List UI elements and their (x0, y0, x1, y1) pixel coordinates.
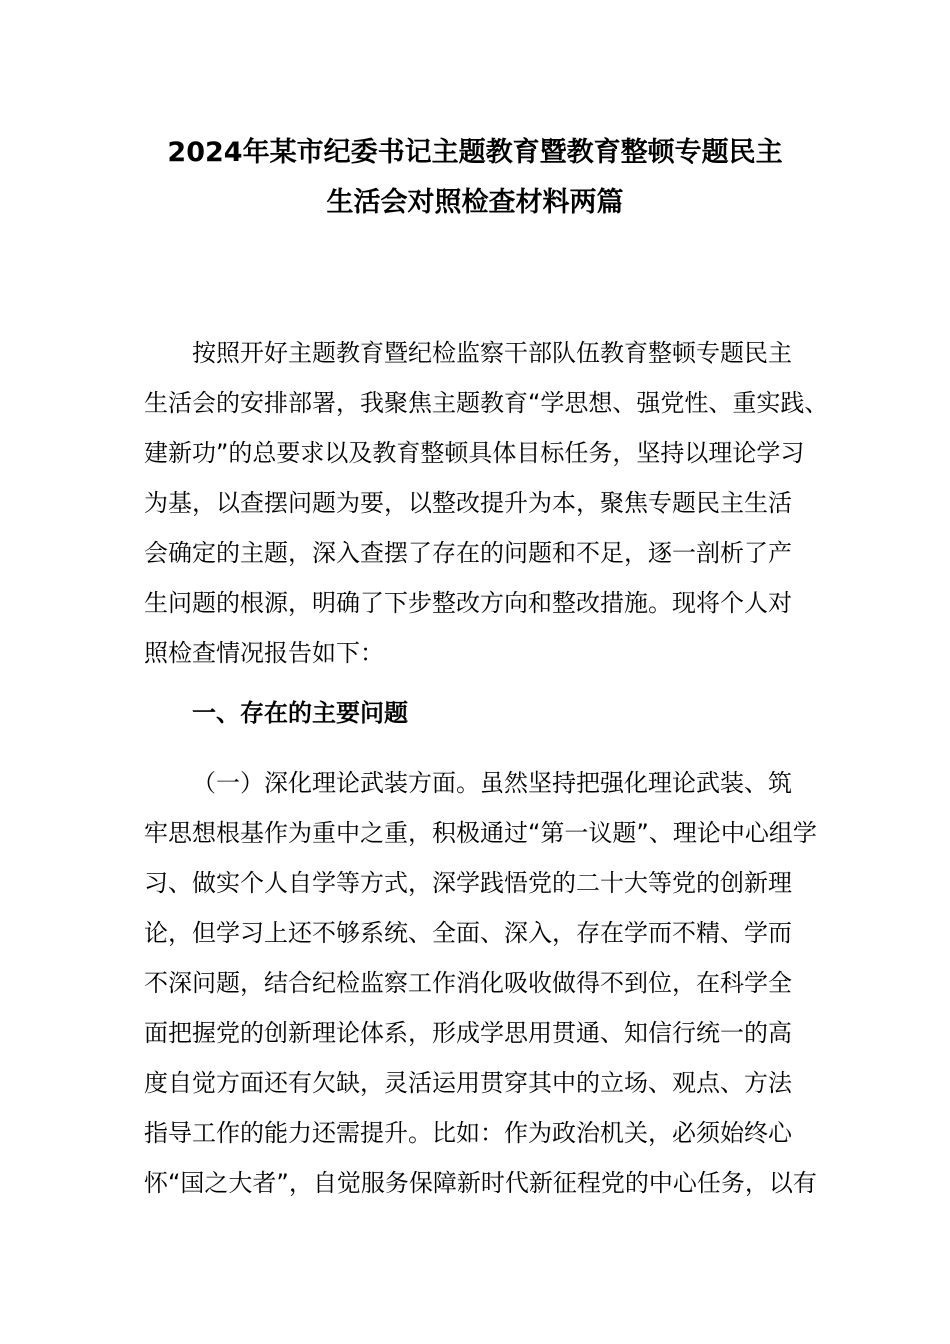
section-1-line: （一）深化理论武装方面。虽然坚持把强化理论武装、筑 (192, 769, 792, 797)
intro-line: 照检查情况报告如下： (144, 639, 384, 667)
section-1-line: 牢思想根基作为重中之重，积极通过“第一议题”、理论中心组学 (144, 819, 817, 847)
document-title (120, 128, 830, 228)
document-body (144, 328, 829, 1208)
title-line-1: 2024年某市纪委书记主题教育暨教育整顿专题民主 (167, 137, 783, 168)
section-1-line: 指导工作的能力还需提升。比如：作为政治机关，必须始终心 (144, 1119, 792, 1147)
intro-line: 生活会的安排部署，我聚焦主题教育“学思想、强党性、重实践、 (144, 389, 829, 417)
intro-line: 按照开好主题教育暨纪检监察干部队伍教育整顿专题民主 (192, 339, 792, 367)
section-1-line: 怀“国之大者”，自觉服务保障新时代新征程党的中心任务，以有 (144, 1169, 817, 1197)
section-heading: 一、存在的主要问题 (192, 699, 408, 727)
intro-line: 生问题的根源，明确了下步整改方向和整改措施。现将个人对 (144, 589, 792, 617)
section-1-line: 论，但学习上还不够系统、全面、深入，存在学而不精、学而 (144, 919, 792, 947)
intro-line: 建新功”的总要求以及教育整顿具体目标任务，坚持以理论学习 (144, 439, 805, 467)
intro-paragraph (144, 328, 829, 678)
intro-line: 为基，以查摆问题为要，以整改提升为本，聚焦专题民主生活 (144, 489, 792, 517)
section-1-line: 不深问题，结合纪检监察工作消化吸收做得不到位，在科学全 (144, 969, 792, 997)
section-1-line: 习、做实个人自学等方式，深学践悟党的二十大等党的创新理 (144, 869, 792, 897)
intro-line: 会确定的主题，深入查摆了存在的问题和不足，逐一剖析了产 (144, 539, 792, 567)
section-1-line: 度自觉方面还有欠缺，灵活运用贯穿其中的立场、观点、方法 (144, 1069, 792, 1097)
section-1-line: 面把握党的创新理论体系，形成学思用贯通、知信行统一的高 (144, 1019, 792, 1047)
section-1-paragraph (144, 758, 817, 1208)
title-line-2: 生活会对照检查材料两篇 (326, 187, 624, 218)
